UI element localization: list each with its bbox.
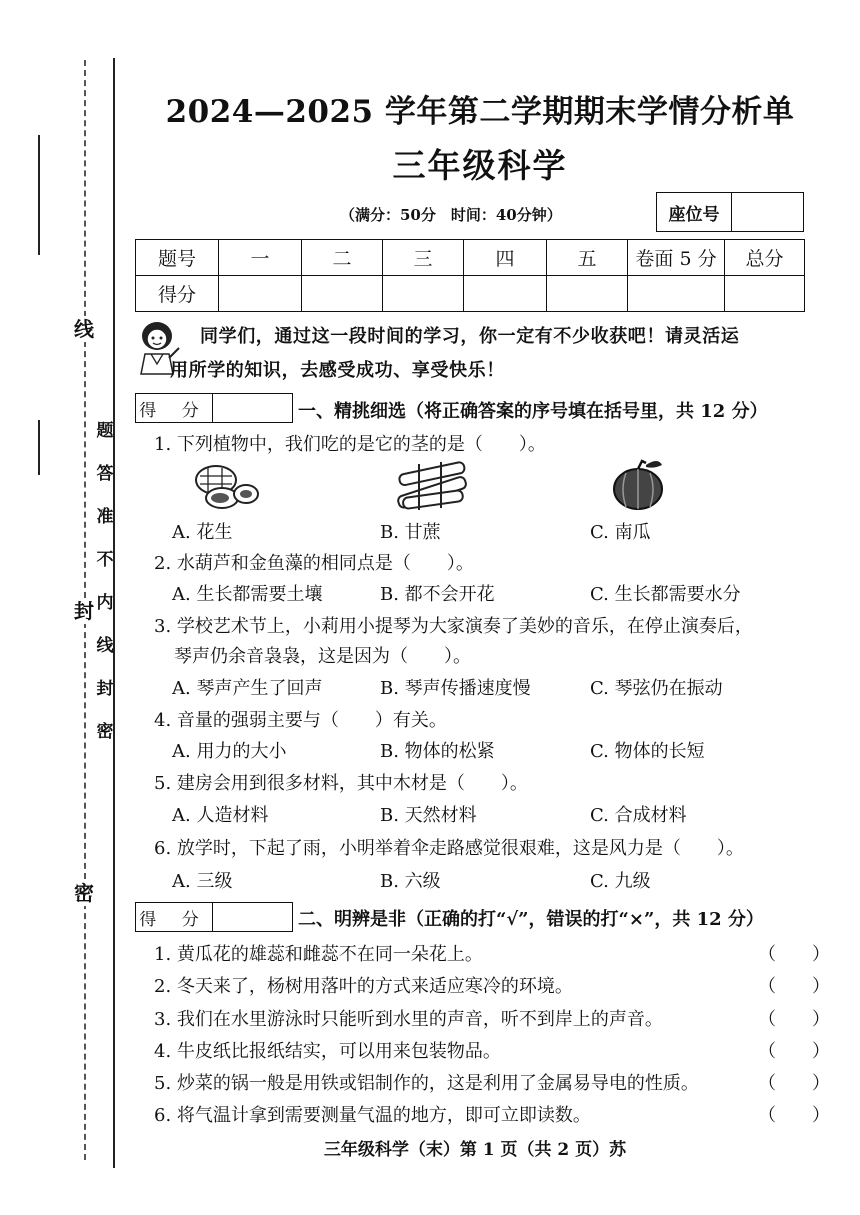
judge-item-4: 4. 牛皮纸比报纸结实，可以用来包装物品。 (154, 1041, 501, 1062)
q4-option-a: A. 用力的大小 (172, 741, 287, 762)
score-header-cell: 卷面 5 分 (628, 240, 725, 276)
question-3: 3. 学校艺术节上，小莉用小提琴为大家演奏了美妙的音乐，在停止演奏后， (154, 616, 753, 637)
q5-option-c: C. 合成材料 (590, 805, 687, 826)
seat-number-label: 座位号 (657, 193, 732, 231)
score-cell[interactable] (383, 276, 464, 312)
score-table-header (136, 240, 805, 276)
score-cell[interactable] (219, 276, 302, 312)
judge-answer-paren[interactable]: （ ） (758, 1073, 830, 1094)
score-header-cell: 五 (547, 240, 628, 276)
score-header-cell: 总分 (725, 240, 805, 276)
intro-line-1: 同学们，通过这一段时间的学习，你一定有不少收获吧！请灵活运 (200, 326, 740, 347)
judge-item-5: 5. 炒菜的锅一般是用铁或铝制作的，这是利用了金属易导电的性质。 (154, 1073, 699, 1094)
judge-item-3: 3. 我们在水里游泳时只能听到水里的声音，听不到岸上的声音。 (154, 1009, 663, 1030)
question-3-line-2: 琴声仍余音袅袅，这是因为（ ）。 (174, 646, 471, 667)
exam-meta: （满分：50分 时间：40分钟） (340, 206, 562, 224)
binding-char-mi: 密 (74, 881, 94, 905)
score-table (135, 239, 805, 312)
binding-char-xian: 线 (74, 317, 94, 341)
q3-option-a: A. 琴声产生了回声 (172, 678, 323, 699)
score-row-label: 得分 (136, 276, 219, 312)
section1-score-field[interactable] (213, 394, 292, 422)
q3-option-b: B. 琴声传播速度慢 (380, 678, 531, 699)
score-header-cell: 二 (302, 240, 383, 276)
intro-line-2: 用所学的知识，去感受成功、享受快乐！ (170, 360, 505, 381)
peanut-icon (192, 458, 264, 512)
q1-option-a: A. 花生 (172, 522, 233, 543)
score-header-cell: 三 (383, 240, 464, 276)
class-blank-line (38, 420, 40, 475)
score-cell[interactable] (464, 276, 547, 312)
page-footer: 三年级科学（末）第 1 页（共 2 页）苏 (323, 1140, 627, 1160)
score-header-cell: 题号 (136, 240, 219, 276)
score-box-label: 得 分 (136, 903, 213, 931)
q3-option-c: C. 琴弦仍在振动 (590, 678, 723, 699)
judge-answer-paren[interactable]: （ ） (758, 1009, 830, 1030)
q6-option-b: B. 六级 (380, 871, 441, 892)
judge-answer-paren[interactable]: （ ） (758, 944, 830, 965)
judge-item-1: 1. 黄瓜花的雄蕊和雌蕊不在同一朵花上。 (154, 944, 483, 965)
judge-item-2: 2. 冬天来了，杨树用落叶的方式来适应寒冷的环境。 (154, 976, 573, 997)
question-5: 5. 建房会用到很多材料，其中木材是（ ）。 (154, 773, 528, 794)
sugarcane-icon (393, 458, 475, 512)
name-blank-line (38, 135, 40, 255)
q4-option-b: B. 物体的松紧 (380, 741, 495, 762)
q1-option-b: B. 甘蔗 (380, 522, 441, 543)
score-box-label: 得 分 (136, 394, 213, 422)
judge-answer-paren[interactable]: （ ） (758, 976, 830, 997)
section1-score-box (135, 393, 293, 423)
judge-answer-paren[interactable]: （ ） (758, 1105, 830, 1126)
q6-option-c: C. 九级 (590, 871, 651, 892)
q2-option-c: C. 生长都需要水分 (590, 584, 741, 605)
seat-number-field[interactable] (732, 193, 803, 231)
exam-title: 2024—2025 学年第二学期期末学情分析单 (165, 94, 795, 130)
judge-item-6: 6. 将气温计拿到需要测量气温的地方，即可立即读数。 (154, 1105, 591, 1126)
score-header-cell: 一 (219, 240, 302, 276)
section2-score-box (135, 902, 293, 932)
score-cell[interactable] (725, 276, 805, 312)
q2-option-a: A. 生长都需要土壤 (172, 584, 323, 605)
question-6: 6. 放学时，下起了雨，小明举着伞走路感觉很艰难，这是风力是（ ）。 (154, 838, 744, 859)
seat-number-box (656, 192, 804, 232)
score-table-row (136, 276, 805, 312)
q4-option-c: C. 物体的长短 (590, 741, 705, 762)
binding-notice: 题 答 准 不 内 线 封 密 (96, 421, 114, 742)
q1-option-c: C. 南瓜 (590, 522, 651, 543)
q5-option-a: A. 人造材料 (172, 805, 269, 826)
q2-option-b: B. 都不会开花 (380, 584, 495, 605)
question-4: 4. 音量的强弱主要与（ ）有关。 (154, 710, 447, 731)
section2-title: 二、明辨是非（正确的打“√”，错误的打“×”，共 12 分） (298, 909, 764, 930)
q6-option-a: A. 三级 (172, 871, 233, 892)
section1-title: 一、精挑细选（将正确答案的序号填在括号里，共 12 分） (298, 401, 768, 422)
judge-answer-paren[interactable]: （ ） (758, 1041, 830, 1062)
score-cell[interactable] (628, 276, 725, 312)
q5-option-b: B. 天然材料 (380, 805, 477, 826)
section2-score-field[interactable] (213, 903, 292, 931)
pumpkin-icon (610, 455, 670, 513)
binding-char-feng: 封 (74, 599, 94, 623)
question-1: 1. 下列植物中，我们吃的是它的茎的是（ ）。 (154, 434, 546, 455)
question-2: 2. 水葫芦和金鱼藻的相同点是（ ）。 (154, 553, 474, 574)
score-header-cell: 四 (464, 240, 547, 276)
subject-title: 三年级科学 (392, 146, 568, 185)
score-cell[interactable] (302, 276, 383, 312)
score-cell[interactable] (547, 276, 628, 312)
